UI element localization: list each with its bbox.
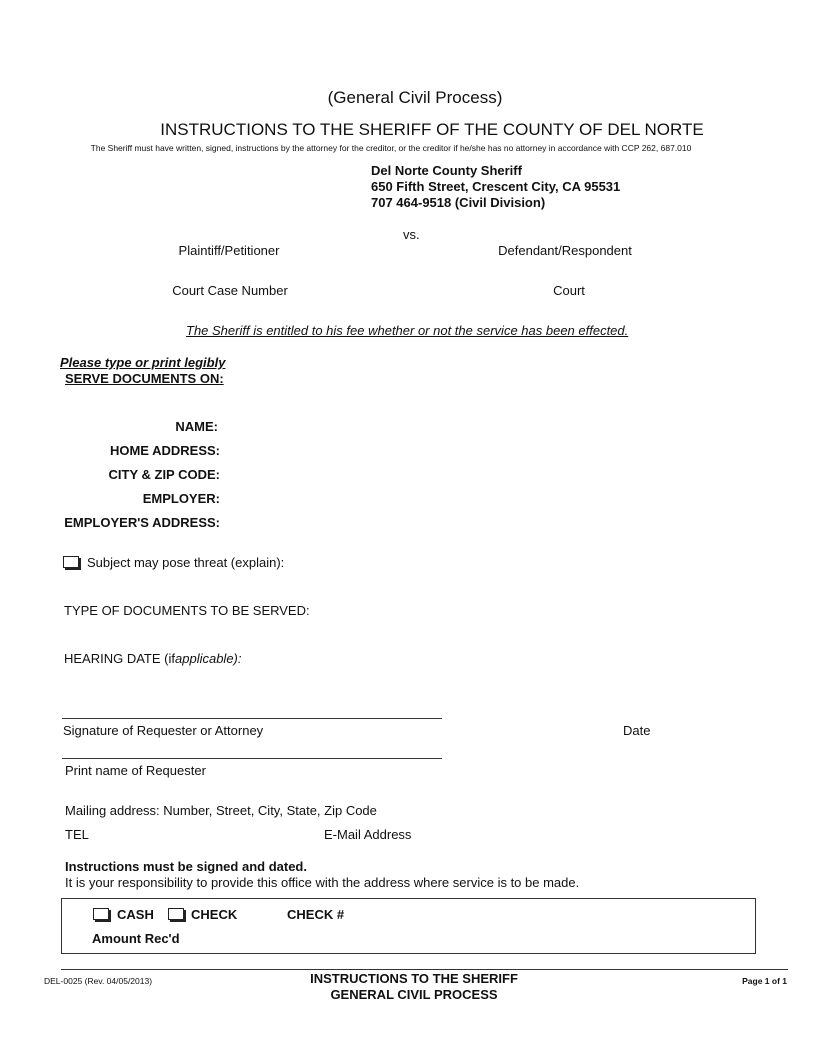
- case-number-label: Court Case Number: [172, 283, 288, 298]
- employer-address-label: EMPLOYER'S ADDRESS:: [64, 515, 220, 530]
- footer-title-line2: GENERAL CIVIL PROCESS: [330, 987, 498, 1002]
- name-label: NAME:: [175, 419, 218, 434]
- check-number-label: CHECK #: [287, 907, 345, 922]
- responsibility-notice: It is your responsibility to provide this office with the address where service is to be made.: [65, 875, 580, 890]
- page-number: Page 1 of 1: [742, 976, 787, 986]
- footer-divider: [61, 969, 788, 970]
- office-address: 650 Fifth Street, Crescent City, CA 95531: [371, 179, 621, 194]
- print-name-line[interactable]: [62, 758, 442, 759]
- employer-label: EMPLOYER:: [142, 491, 220, 506]
- form-id: DEL-0025 (Rev. 04/05/2013): [44, 976, 153, 986]
- plaintiff-label: Plaintiff/Petitioner: [178, 243, 280, 258]
- office-name: Del Norte County Sheriff: [371, 163, 522, 178]
- documents-type-label: TYPE OF DOCUMENTS TO BE SERVED:: [64, 603, 310, 618]
- threat-checkbox[interactable]: [63, 556, 79, 568]
- mailing-address-label: Mailing address: Number, Street, City, State, Zip Code: [65, 803, 377, 818]
- form-subtitle: (General Civil Process): [327, 88, 503, 107]
- instruction-notice: The Sheriff must have written, signed, instructions by the attorney for the creditor, or the creditor if he/she has no attorney in accordance with CCP 262, 687.010: [90, 143, 692, 153]
- print-legibly-note: Please type or print legibly: [60, 355, 226, 370]
- footer-title-line1: INSTRUCTIONS TO THE SHERIFF: [310, 971, 518, 986]
- cash-label: CASH: [117, 907, 154, 922]
- home-address-label: HOME ADDRESS:: [109, 443, 220, 458]
- signed-notice: Instructions must be signed and dated.: [65, 859, 307, 874]
- check-checkbox[interactable]: [168, 908, 184, 920]
- office-phone: 707 464-9518 (Civil Division): [371, 195, 546, 210]
- email-label: E-Mail Address: [324, 827, 412, 842]
- signature-label: Signature of Requester or Attorney: [63, 723, 264, 738]
- court-label: Court: [553, 283, 585, 298]
- form-title: INSTRUCTIONS TO THE SHERIFF OF THE COUNTY OF DEL NORTE: [160, 120, 704, 139]
- check-label: CHECK: [191, 907, 238, 922]
- city-zip-label: CITY & ZIP CODE:: [108, 467, 220, 482]
- hearing-date-prefix: HEARING DATE (if: [64, 651, 175, 666]
- fee-notice: The Sheriff is entitled to his fee whether or not the service has been effected.: [186, 323, 629, 338]
- threat-label: Subject may pose threat (explain):: [87, 555, 285, 570]
- date-label: Date: [623, 723, 651, 738]
- hearing-date-label: [64, 651, 242, 666]
- cash-checkbox[interactable]: [93, 908, 109, 920]
- signature-line[interactable]: [62, 718, 442, 719]
- amount-received-label: Amount Rec'd: [92, 931, 180, 946]
- defendant-label: Defendant/Respondent: [498, 243, 632, 258]
- hearing-date-suffix: applicable):: [175, 651, 242, 666]
- tel-label: TEL: [65, 827, 89, 842]
- print-name-label: Print name of Requester: [65, 763, 206, 778]
- serve-heading: SERVE DOCUMENTS ON:: [65, 371, 224, 386]
- versus-label: vs.: [403, 227, 420, 242]
